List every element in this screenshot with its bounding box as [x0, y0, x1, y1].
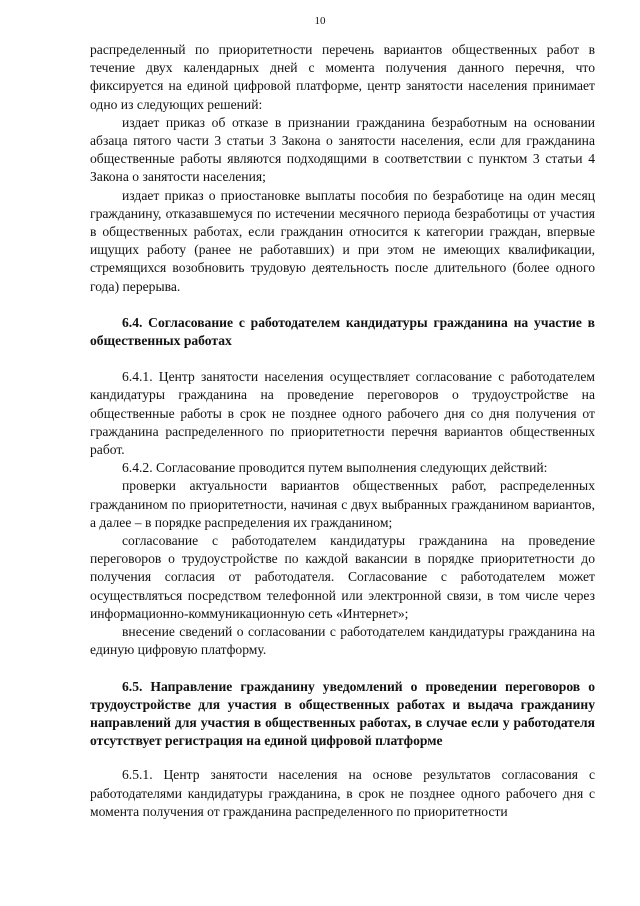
document-body [90, 41, 595, 821]
spacer [90, 660, 595, 678]
paragraph-6-4-2: 6.4.2. Согласование проводится путем выполнения следующих действий: [122, 460, 548, 476]
paragraph-decision-suspension: издает приказ о приостановке выплаты пособия по безработице на один месяц гражданину, отказавшемуся по истечении месячного периода безработицы от участия в общественных работах, если гражданин относится к категории граждан, впервые ищущих работу (ранее не работавших) и при этом не имеющих квалификации, стремящихся возобновить трудовую деятельность после длительного (более одного года) перерыва. [90, 187, 595, 294]
spacer [90, 750, 595, 766]
paragraph-action-record: внесение сведений о согласовании с работодателем кандидатуры гражданина на единую цифровую платформу. [90, 624, 595, 658]
paragraph-decision-refusal: издает приказ об отказе в признании гражданина безработным на основании абзаца пятого части 3 статьи 3 Закона о занятости населения, если для гражданина общественные работы являются подходящими в соответствии с пунктом 3 статьи 4 Закона о занятости населения; [90, 114, 595, 185]
paragraph-6-5-1: 6.5.1. Центр занятости населения на основе результатов согласования с работодателями кандидатуры гражданина, в срок не позднее одного рабочего дня с момента получения от гражданина распределенного по приоритетности [90, 767, 595, 819]
section-heading-6-5: 6.5. Направление гражданину уведомлений о проведении переговоров о трудоустройстве для участия в общественных работах и выдача гражданину направлений для участия в общественных работах, в случае если у работодателя отсутствует регистрация на единой цифровой платформе [90, 678, 595, 749]
spacer [90, 296, 595, 314]
section-heading-6-4: 6.4. Согласование с работодателем кандидатуры гражданина на участие в общественных работах [90, 314, 595, 349]
spacer [90, 350, 595, 368]
paragraph-intro: распределенный по приоритетности перечень вариантов общественных работ в течение двух календарных дней с момента получения данного перечня, что фиксируется на единой цифровой платформе, центр занятости населения принимает одно из следующих решений: [90, 42, 595, 112]
paragraph-6-4-1: 6.4.1. Центр занятости населения осуществляет согласование с работодателем кандидатуры гражданина на проведение переговоров о трудоустройстве на общественные работы в срок не позднее одного рабочего дня со дня получения от гражданина распределенного по приоритетности перечня вариантов общественных работ. [90, 369, 595, 458]
paragraph-action-agreement: согласование с работодателем кандидатуры гражданина на проведение переговоров о трудоустройстве по каждой вакансии в порядке приоритетности до получения согласия от работодателя. Согласование с работодателем может осуществляться посредством телефонной или электронной связи, в том числе через информационно-коммуникационную сеть «Интернет»; [90, 533, 595, 621]
paragraph-action-check: проверки актуальности вариантов общественных работ, распределенных гражданином по приоритетности, начиная с двух выбранных гражданином вариантов, а далее – в порядке распределения их гражданином; [90, 478, 595, 530]
page-number: 10 [314, 15, 326, 27]
